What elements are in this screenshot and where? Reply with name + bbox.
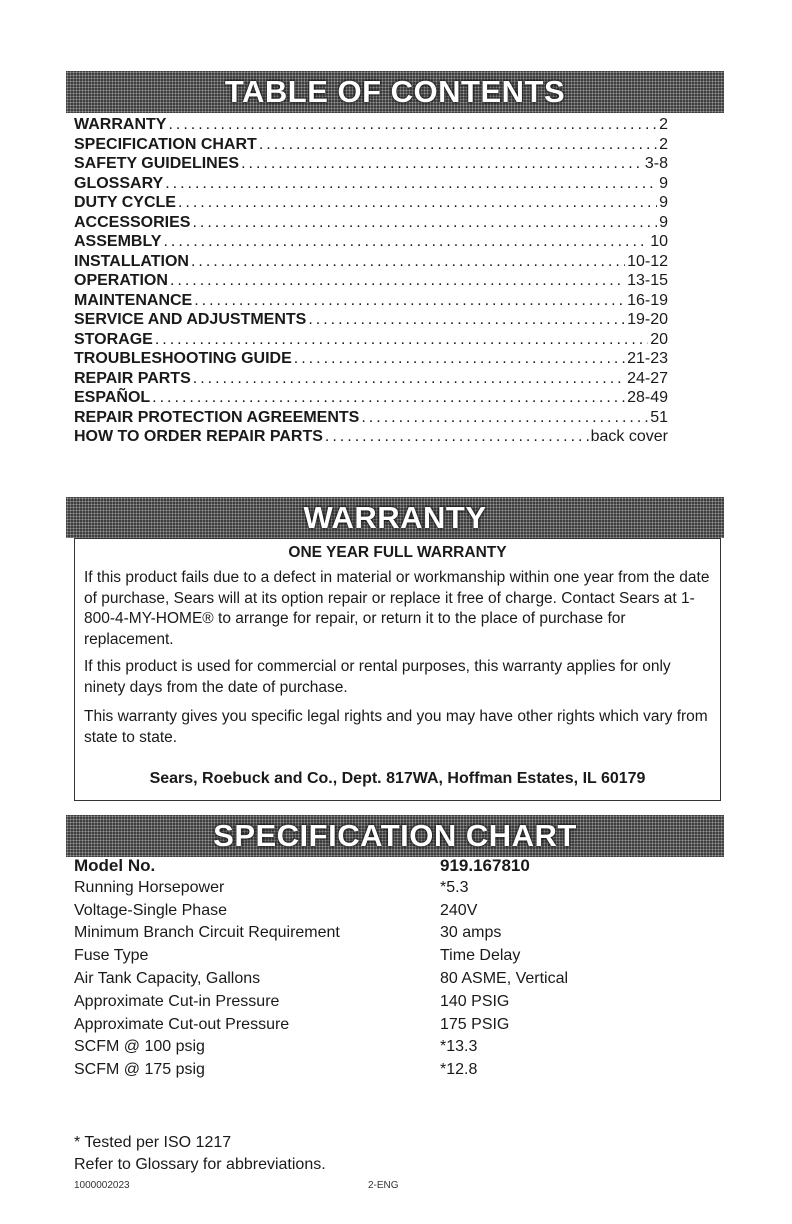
dot-leader bbox=[163, 233, 648, 251]
spec-label: SCFM @ 100 psig bbox=[74, 1038, 205, 1056]
toc-entry-page: 2 bbox=[659, 116, 668, 133]
toc-banner bbox=[66, 71, 724, 113]
toc-entry-page: 24-27 bbox=[627, 369, 668, 387]
document-code: 1000002023 bbox=[74, 1180, 130, 1191]
toc-entry[interactable] bbox=[74, 214, 668, 234]
toc-entry-title: REPAIR PROTECTION AGREEMENTS bbox=[74, 408, 360, 426]
spec-row bbox=[74, 993, 674, 1016]
dot-leader bbox=[152, 389, 625, 407]
toc-entry-title: OPERATION bbox=[74, 272, 168, 289]
toc-entry-page: 19-20 bbox=[627, 311, 668, 328]
spec-value: 240V bbox=[440, 901, 478, 919]
spec-label: Running Horsepower bbox=[74, 878, 225, 896]
footnote: * Tested per ISO 1217 bbox=[74, 1134, 232, 1151]
dot-leader bbox=[194, 292, 625, 310]
toc-entry[interactable] bbox=[74, 292, 668, 312]
toc-entry-page: 3-8 bbox=[644, 155, 668, 172]
spec-row bbox=[74, 924, 674, 947]
toc-entry[interactable] bbox=[74, 350, 668, 370]
dot-leader bbox=[308, 311, 625, 329]
spec-row bbox=[74, 1038, 674, 1061]
dot-leader bbox=[361, 409, 648, 427]
toc-entry[interactable] bbox=[74, 136, 668, 156]
toc-entry-title: SERVICE AND ADJUSTMENTS bbox=[74, 311, 307, 328]
dot-leader bbox=[192, 214, 657, 232]
warranty-heading: ONE YEAR FULL WARRANTY bbox=[288, 544, 507, 561]
table-of-contents bbox=[74, 116, 668, 448]
spec-row bbox=[74, 947, 674, 970]
warranty-paragraph: This warranty gives you specific legal rights and you may have other rights which vary from state to state. bbox=[84, 708, 708, 746]
spec-row bbox=[74, 970, 674, 993]
spec-value: 140 PSIG bbox=[440, 992, 510, 1010]
warranty-box bbox=[74, 538, 721, 801]
dot-leader bbox=[178, 194, 657, 212]
toc-entry-title: SPECIFICATION CHART bbox=[74, 135, 257, 153]
spec-label: Approximate Cut-out Pressure bbox=[74, 1015, 290, 1033]
spec-label: Minimum Branch Circuit Requirement bbox=[74, 924, 340, 942]
toc-entry-page: 9 bbox=[659, 194, 668, 211]
spec-row bbox=[74, 879, 674, 902]
toc-entry-page: 51 bbox=[650, 408, 668, 426]
toc-entry[interactable] bbox=[74, 311, 668, 331]
toc-entry-title: INSTALLATION bbox=[74, 252, 189, 270]
spec-value: *13.3 bbox=[440, 1038, 478, 1056]
toc-entry[interactable] bbox=[74, 409, 668, 429]
warranty-paragraph: If this product fails due to a defect in material or workmanship within one year from the date of purchase, Sears will at its option repair or replace it free of charge. Contact Sears at 1-800-4-MY-HOME® to arrange for repair, or return it to the place of purchase for replacement. bbox=[84, 569, 710, 648]
spec-header-value: 919.167810 bbox=[440, 856, 530, 875]
toc-entry-title: WARRANTY bbox=[74, 116, 167, 133]
dot-leader bbox=[241, 155, 643, 173]
warranty-title: WARRANTY bbox=[303, 499, 487, 535]
toc-entry[interactable] bbox=[74, 194, 668, 214]
toc-entry-page: 9 bbox=[659, 174, 668, 192]
dot-leader bbox=[294, 350, 625, 368]
spec-banner bbox=[66, 815, 724, 857]
toc-entry-title: STORAGE bbox=[74, 330, 153, 348]
toc-entry[interactable] bbox=[74, 175, 668, 195]
dot-leader bbox=[193, 370, 625, 388]
spec-row bbox=[74, 902, 674, 925]
spec-value: 175 PSIG bbox=[440, 1015, 510, 1033]
dot-leader bbox=[165, 175, 657, 193]
spec-label: Voltage-Single Phase bbox=[74, 901, 227, 919]
spec-value: 80 ASME, Vertical bbox=[440, 969, 569, 987]
toc-entry-title: DUTY CYCLE bbox=[74, 194, 176, 211]
toc-entry-title: MAINTENANCE bbox=[74, 291, 193, 309]
spec-title: SPECIFICATION CHART bbox=[213, 818, 577, 853]
spec-table bbox=[74, 856, 674, 1084]
glossary-note: Refer to Glossary for abbreviations. bbox=[74, 1156, 326, 1173]
toc-entry[interactable] bbox=[74, 331, 668, 351]
toc-entry-page: 9 bbox=[659, 213, 668, 231]
spec-header-row bbox=[74, 856, 674, 879]
toc-entry-page: back cover bbox=[590, 428, 668, 445]
dot-leader bbox=[168, 116, 657, 134]
dot-leader bbox=[155, 331, 648, 349]
toc-entry-page: 10-12 bbox=[627, 252, 668, 270]
spec-header-label: Model No. bbox=[74, 856, 156, 875]
toc-entry[interactable] bbox=[74, 428, 668, 448]
toc-entry-page: 21-23 bbox=[627, 350, 668, 367]
toc-entry-title: ESPAÑOL bbox=[74, 389, 151, 406]
toc-entry[interactable] bbox=[74, 370, 668, 390]
toc-entry-page: 28-49 bbox=[627, 389, 668, 406]
dot-leader bbox=[170, 272, 625, 290]
dot-leader bbox=[259, 136, 657, 154]
toc-entry-page: 16-19 bbox=[627, 291, 668, 309]
spec-value: Time Delay bbox=[440, 947, 521, 965]
toc-entry-title: GLOSSARY bbox=[74, 174, 164, 192]
spec-label: Approximate Cut-in Pressure bbox=[74, 992, 280, 1010]
warranty-banner bbox=[66, 497, 724, 538]
toc-entry[interactable] bbox=[74, 116, 668, 136]
toc-entry[interactable] bbox=[74, 389, 668, 409]
spec-label: Fuse Type bbox=[74, 947, 149, 965]
toc-entry-title: HOW TO ORDER REPAIR PARTS bbox=[74, 428, 323, 445]
toc-entry-title: SAFETY GUIDELINES bbox=[74, 155, 240, 172]
spec-label: Air Tank Capacity, Gallons bbox=[74, 969, 261, 987]
toc-entry-title: ASSEMBLY bbox=[74, 233, 162, 250]
toc-title: TABLE OF CONTENTS bbox=[224, 74, 566, 109]
toc-entry-page: 2 bbox=[659, 135, 668, 153]
toc-entry[interactable] bbox=[74, 253, 668, 273]
toc-entry[interactable] bbox=[74, 272, 668, 292]
toc-entry[interactable] bbox=[74, 233, 668, 253]
warranty-paragraph: If this product is used for commercial or rental purposes, this warranty applies for only ninety days from the date of purchase. bbox=[84, 658, 671, 696]
toc-entry-page: 13-15 bbox=[627, 272, 668, 289]
dot-leader bbox=[191, 253, 625, 271]
toc-entry[interactable] bbox=[74, 155, 668, 175]
toc-entry-title: REPAIR PARTS bbox=[74, 369, 191, 387]
toc-entry-title: ACCESSORIES bbox=[74, 213, 191, 231]
page-number: 2-ENG bbox=[368, 1180, 399, 1191]
toc-entry-title: TROUBLESHOOTING GUIDE bbox=[74, 350, 292, 367]
spec-value: *12.8 bbox=[440, 1061, 478, 1079]
spec-label: SCFM @ 175 psig bbox=[74, 1061, 205, 1079]
spec-row bbox=[74, 1061, 674, 1084]
dot-leader bbox=[325, 428, 589, 446]
spec-value: *5.3 bbox=[440, 878, 469, 896]
toc-entry-page: 20 bbox=[650, 330, 668, 348]
warranty-address: Sears, Roebuck and Co., Dept. 817WA, Hoffman Estates, IL 60179 bbox=[149, 770, 646, 787]
spec-value: 30 amps bbox=[440, 924, 502, 942]
toc-entry-page: 10 bbox=[650, 233, 668, 250]
spec-row bbox=[74, 1016, 674, 1039]
